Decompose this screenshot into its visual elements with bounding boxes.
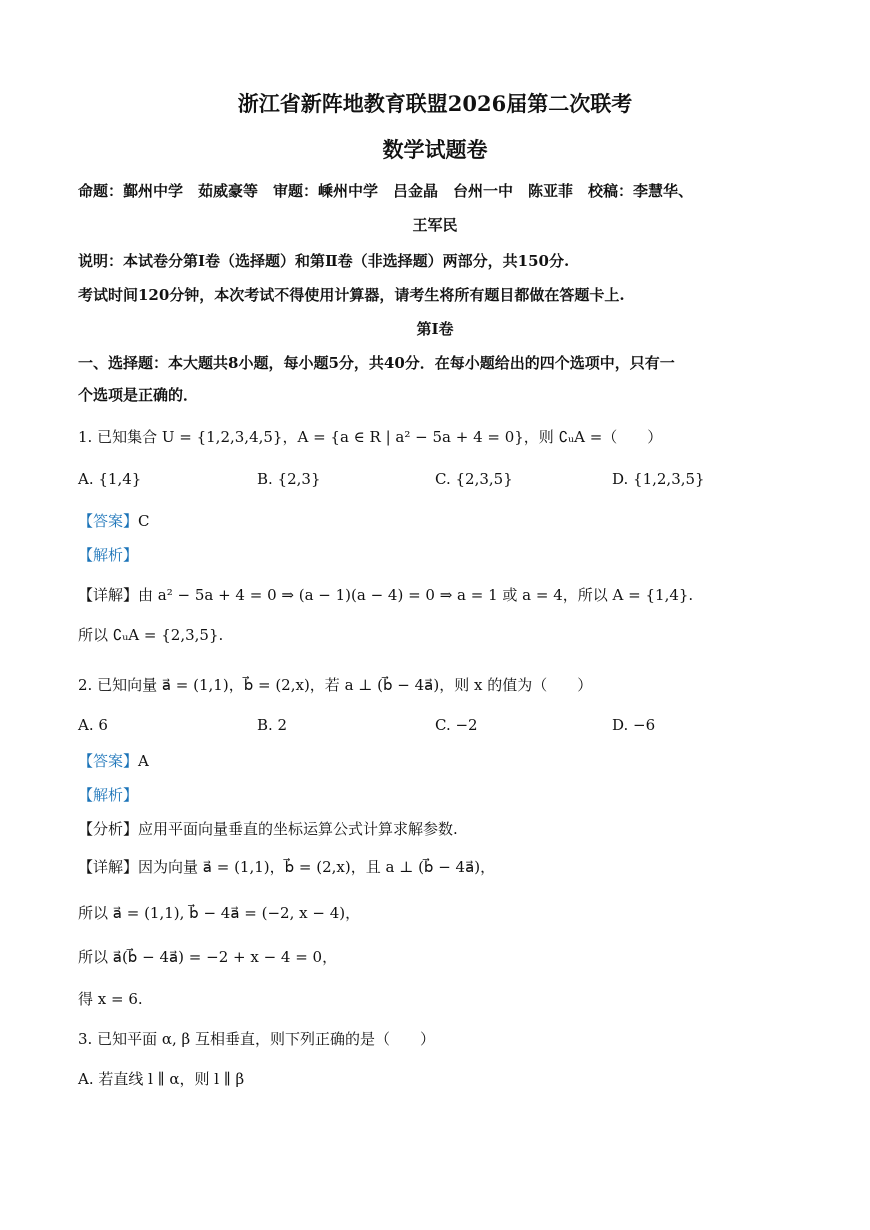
q2-step-2: 所以 a⃗(b⃗ − 4a⃗) = −2 + x − 4 = 0， [78, 948, 338, 966]
authors-line-1: 命题：鄞州中学 茹威豪等 审题：嵊州中学 吕金晶 台州一中 陈亚菲 校稿：李慧华、 [78, 182, 694, 200]
q2-answer [78, 750, 149, 771]
q1-analysis-tag: 【解析】 [78, 546, 139, 564]
q1-option-b: B. {2,3} [257, 470, 321, 488]
q1-option-c: C. {2,3,5} [435, 470, 513, 488]
answer-value: C [138, 512, 150, 530]
exam-title: 浙江省新阵地教育联盟2026届第二次联考 [237, 91, 633, 116]
q2-option-d: D. −6 [612, 716, 656, 734]
q2-option-a: A. 6 [78, 716, 108, 734]
instructions-line-1: 说明：本试卷分第Ⅰ卷（选择题）和第Ⅱ卷（非选择题）两部分，共150分. [78, 252, 570, 270]
q2-option-b: B. 2 [257, 716, 288, 734]
q1-option-a: A. {1,4} [78, 470, 142, 488]
q1-stem: 1. 已知集合 U = {1,2,3,4,5}，A = {a ∈ R | a² − 5a + 4 = 0}，则 ∁ᵤA =（ ） [78, 428, 663, 446]
exam-subtitle: 数学试题卷 [382, 137, 488, 162]
answer-tag: 【答案】 [78, 752, 139, 770]
q1-detail: 【详解】由 a² − 5a + 4 = 0 ⇒ (a − 1)(a − 4) = 0 ⇒ a = 1 或 a = 4，所以 A = {1,4}. [78, 586, 694, 604]
q1-conclusion: 所以 ∁ᵤA = {2,3,5}. [78, 626, 224, 644]
q1-option-d: D. {1,2,3,5} [612, 470, 705, 488]
q3-stem: 3. 已知平面 α, β 互相垂直，则下列正确的是（ ） [78, 1030, 435, 1048]
answer-tag: 【答案】 [78, 512, 139, 530]
q2-analysis-tag: 【解析】 [78, 786, 139, 804]
q2-detail: 【详解】因为向量 a⃗ = (1,1)，b⃗ = (2,x)，且 a ⊥ (b⃗ − 4a⃗)， [78, 858, 496, 876]
section-heading-line-2: 个选项是正确的． [78, 386, 199, 404]
q1-answer [78, 510, 150, 531]
section-heading-line-1: 一、选择题：本大题共8小题，每小题5分，共40分．在每小题给出的四个选项中，只有一 [78, 354, 675, 372]
q2-step-1: 所以 a⃗ = (1,1), b⃗ − 4a⃗ = (−2, x − 4)， [78, 904, 361, 922]
q3-option-a: A. 若直线 l ∥ α，则 l ∥ β [78, 1070, 245, 1088]
q2-stem: 2. 已知向量 a⃗ = (1,1)，b⃗ = (2,x)，若 a ⊥ (b⃗ − 4a⃗)，则 x 的值为（ ） [78, 676, 593, 694]
volume-heading: 第Ⅰ卷 [416, 320, 454, 338]
instructions-line-2: 考试时间120分钟，本次考试不得使用计算器，请考生将所有题目都做在答题卡上. [78, 286, 625, 304]
q2-option-c: C. −2 [435, 716, 478, 734]
q2-analysis: 【分析】应用平面向量垂直的坐标运算公式计算求解参数. [78, 820, 458, 838]
authors-line-2: 王军民 [412, 216, 458, 234]
q2-step-3: 得 x = 6. [78, 990, 143, 1008]
answer-value: A [138, 752, 149, 770]
